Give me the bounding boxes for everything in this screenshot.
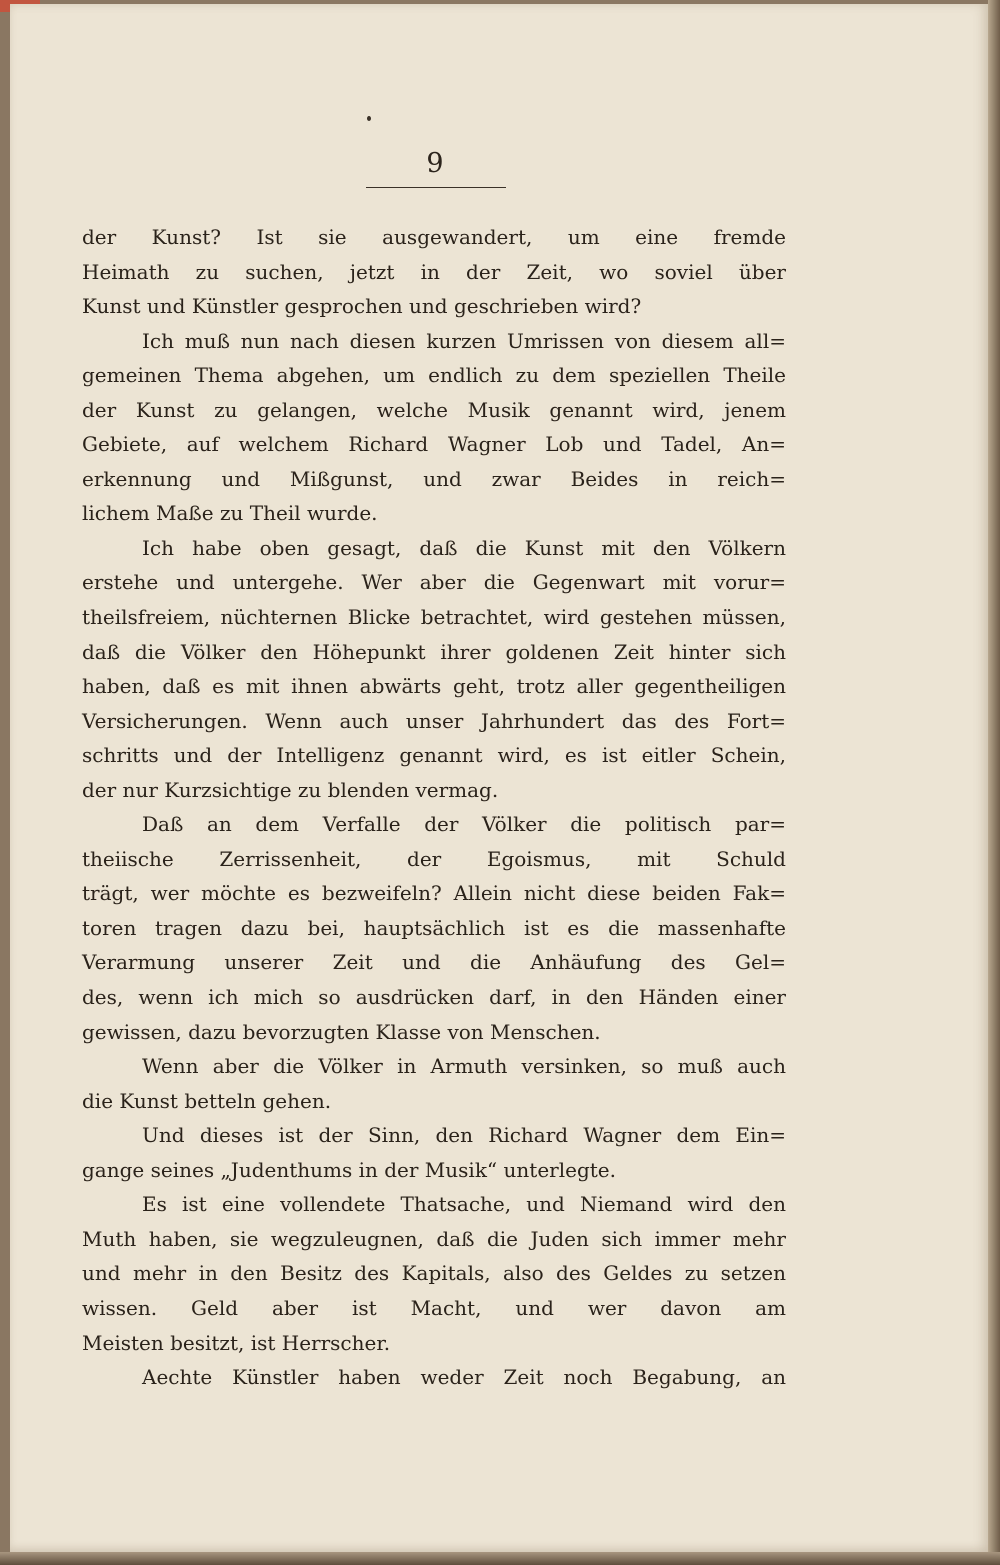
text-line: erstehe und untergehe. Wer aber die Gegenwart mit vorur= [82,570,786,595]
text-line: und mehr in den Besitz des Kapitals, also des Geldes zu setzen [82,1261,786,1286]
text-line: theilsfreiem, nüchternen Blicke betrachtet, wird gestehen müssen, [82,605,786,630]
text-line: der Kunst? Ist sie ausgewandert, um eine fremde [82,225,786,249]
page-bottom-edge [0,1552,1000,1565]
text-line: die Kunst betteln gehen. [82,1088,332,1113]
text-line: Es ist eine vollendete Thatsache, und Niemand wird den [142,1192,786,1217]
text-line: lichem Maße zu Theil wurde. [82,501,378,526]
text-line: erkennung und Mißgunst, und zwar Beides in reich= [82,466,786,491]
text-line: Verarmung unserer Zeit und die Anhäufung des Gel= [82,950,786,975]
text-line: Daß an dem Verfalle der Völker die politisch par= [142,812,786,837]
text-line: des, wenn ich mich so ausdrücken darf, in den Händen einer [82,985,786,1010]
text-line: haben, daß es mit ihnen abwärts geht, trotz aller gegentheiligen [82,674,786,699]
text-line: gemeinen Thema abgehen, um endlich zu dem speziellen Theile [82,363,786,388]
text-line: Ich habe oben gesagt, daß die Kunst mit den Völkern [142,535,786,560]
text-line: Muth haben, sie wegzuleugnen, daß die Juden sich immer mehr [82,1226,786,1251]
text-line: gange seines „Judenthums in der Musik“ unterlegte. [82,1157,616,1182]
text-line: schritts und der Intelligenz genannt wird, es ist eitler Schein, [82,743,786,768]
text-line: Und dieses ist der Sinn, den Richard Wagner dem Ein= [142,1123,786,1148]
text-line: Kunst und Künstler gesprochen und geschrieben wird? [82,294,642,319]
text-line: theiische Zerrissenheit, der Egoismus, mit Schuld [82,846,786,871]
ink-speck [367,116,371,121]
text-line: Wenn aber die Völker in Armuth versinken, so muß auch [142,1054,786,1079]
body-text [82,220,786,1395]
page-number-rule [366,187,506,188]
text-line: gewissen, dazu bevorzugten Klasse von Menschen. [82,1019,601,1044]
text-line: trägt, wer möchte es bezweifeln? Allein nicht diese beiden Fak= [82,881,786,906]
page-number: 9 [426,148,444,179]
text-line: Ich muß nun nach diesen kurzen Umrissen von diesem all= [142,328,786,353]
text-line: der Kunst zu gelangen, welche Musik genannt wird, jenem [82,397,786,422]
text-line: toren tragen dazu bei, hauptsächlich ist es die massenhafte [82,915,786,940]
text-line: Meisten besitzt, ist Herrscher. [82,1330,391,1355]
text-line: Gebiete, auf welchem Richard Wagner Lob und Tadel, An= [82,432,786,457]
text-line: wissen. Geld aber ist Macht, und wer davon am [82,1295,786,1320]
page-edge-shadow [988,0,1000,1565]
text-line: Heimath zu suchen, jetzt in der Zeit, wo soviel über [82,259,786,284]
text-line: der nur Kurzsichtige zu blenden vermag. [82,777,499,802]
text-line: Versicherungen. Wenn auch unser Jahrhundert das des Fort= [82,708,786,733]
text-line: daß die Völker den Höhepunkt ihrer goldenen Zeit hinter sich [82,639,786,664]
text-line: Aechte Künstler haben weder Zeit noch Begabung, an [142,1365,786,1390]
